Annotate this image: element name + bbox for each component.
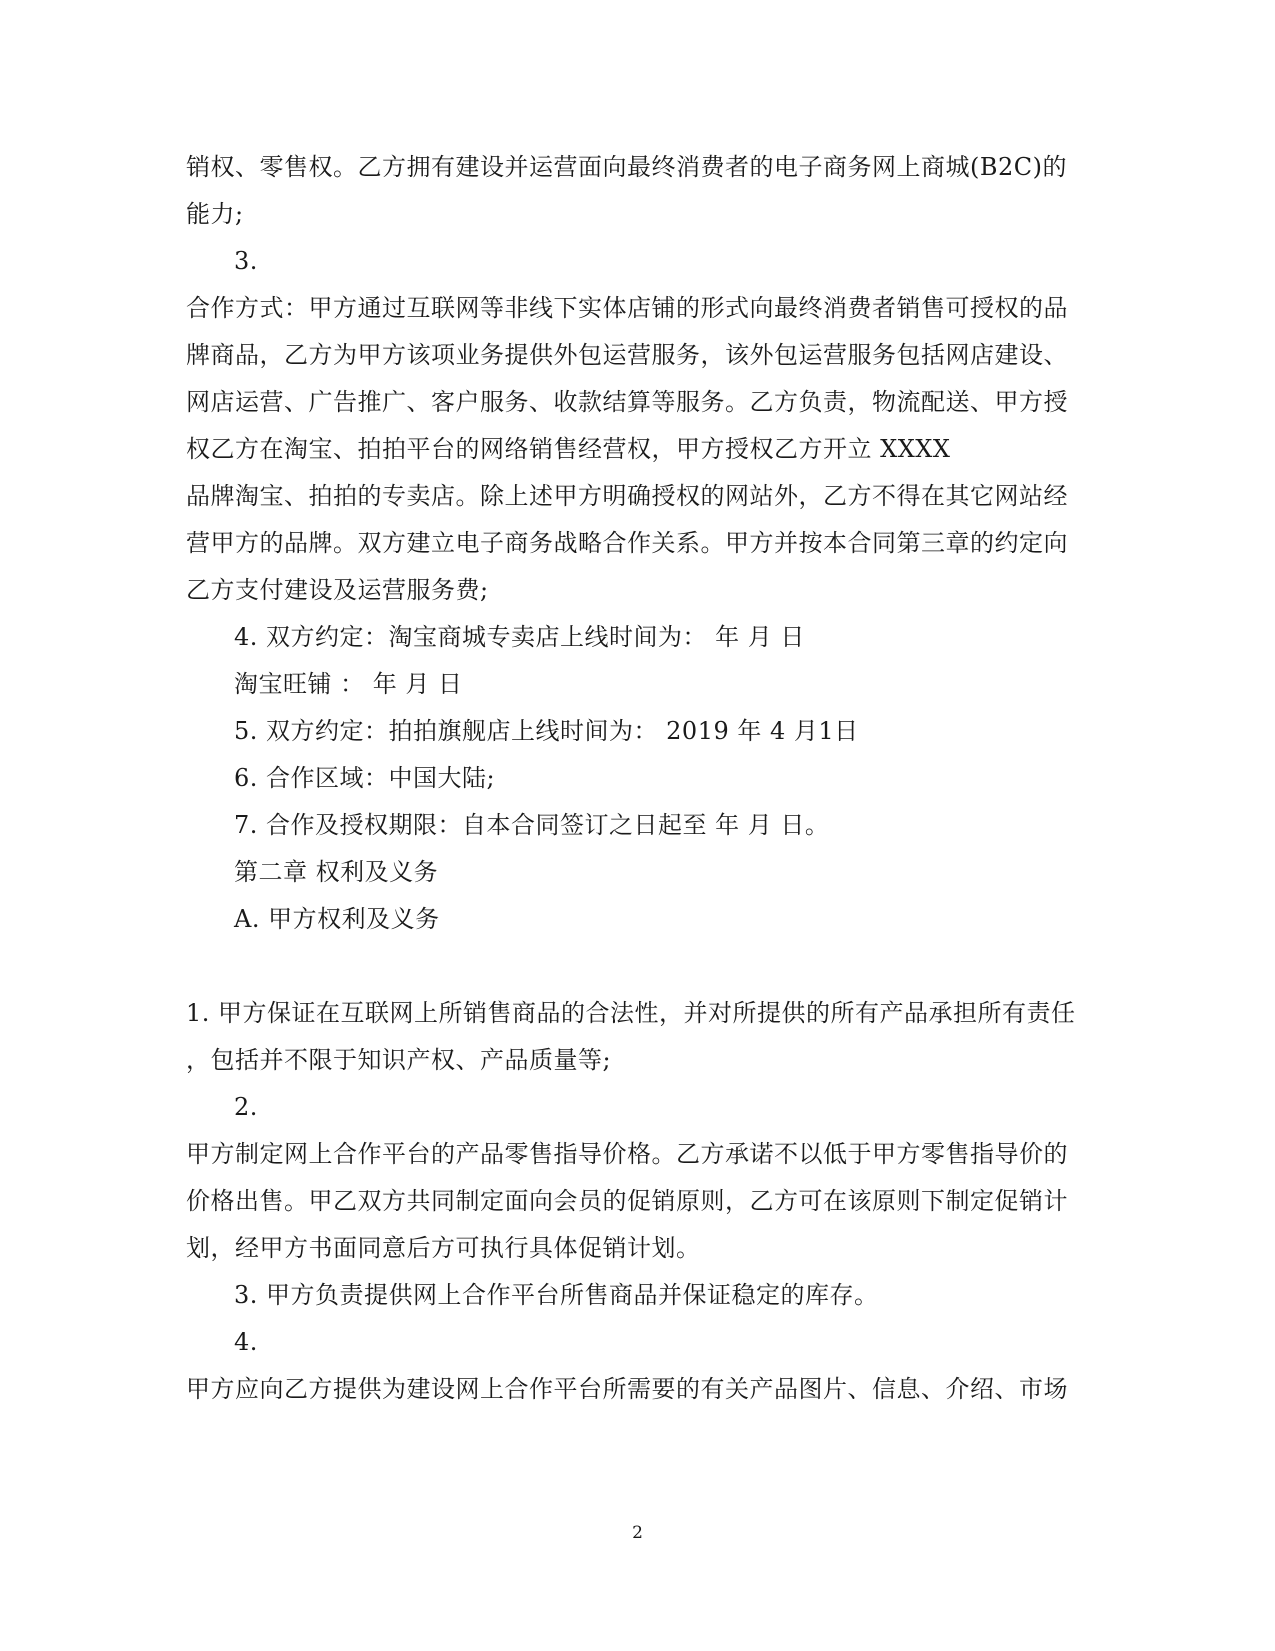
text-line: 6. 合作区域：中国大陆; xyxy=(234,764,496,792)
text-line: 乙方支付建设及运营服务费; xyxy=(186,576,489,604)
text-line: 销权、零售权。乙方拥有建设并运营面向最终消费者的电子商务网上商城(B2C)的 xyxy=(186,153,1067,181)
text-line: 能力; xyxy=(186,200,244,228)
text-line: 网店运营、广告推广、客户服务、收款结算等服务。乙方负责，物流配送、甲方授 xyxy=(186,388,1068,416)
list-number: 2. xyxy=(234,1093,258,1121)
list-number: 3. xyxy=(234,247,258,275)
section-heading: A. 甲方权利及义务 xyxy=(234,905,440,933)
text-line: 品牌淘宝、拍拍的专卖店。除上述甲方明确授权的网站外，乙方不得在其它网站经 xyxy=(186,482,1068,510)
page-number: 2 xyxy=(632,1523,643,1543)
text-line: 5. 双方约定：拍拍旗舰店上线时间为： 2019 年 4 月1日 xyxy=(234,717,859,745)
text-line: 营甲方的品牌。双方建立电子商务战略合作关系。甲方并按本合同第三章的约定向 xyxy=(186,529,1068,557)
list-number: 4. xyxy=(234,1328,258,1356)
text-line: 甲方应向乙方提供为建设网上合作平台所需要的有关产品图片、信息、介绍、市场 xyxy=(186,1375,1068,1403)
text-line: 合作方式：甲方通过互联网等非线下实体店铺的形式向最终消费者销售可授权的品 xyxy=(186,294,1068,322)
text-line: 3. 甲方负责提供网上合作平台所售商品并保证稳定的库存。 xyxy=(234,1281,879,1309)
text-line: ，包括并不限于知识产权、产品质量等; xyxy=(186,1046,612,1074)
text-line: 7. 合作及授权期限：自本合同签订之日起至 年 月 日。 xyxy=(234,811,830,839)
text-line: 划，经甲方书面同意后方可执行具体促销计划。 xyxy=(186,1234,701,1262)
text-line: 权乙方在淘宝、拍拍平台的网络销售经营权，甲方授权乙方开立 XXXX xyxy=(186,435,951,463)
text-line: 4. 双方约定：淘宝商城专卖店上线时间为： 年 月 日 xyxy=(234,623,805,651)
chapter-heading: 第二章 权利及义务 xyxy=(234,858,439,886)
text-line: 淘宝旺铺 ： 年 月 日 xyxy=(234,670,463,698)
text-line: 价格出售。甲乙双方共同制定面向会员的促销原则，乙方可在该原则下制定促销计 xyxy=(186,1187,1068,1215)
text-line: 甲方制定网上合作平台的产品零售指导价格。乙方承诺不以低于甲方零售指导价的 xyxy=(186,1140,1068,1168)
text-line: 1. 甲方保证在互联网上所销售商品的合法性，并对所提供的所有产品承担所有责任 xyxy=(186,999,1076,1027)
text-line: 牌商品，乙方为甲方该项业务提供外包运营服务，该外包运营服务包括网店建设、 xyxy=(186,341,1068,369)
